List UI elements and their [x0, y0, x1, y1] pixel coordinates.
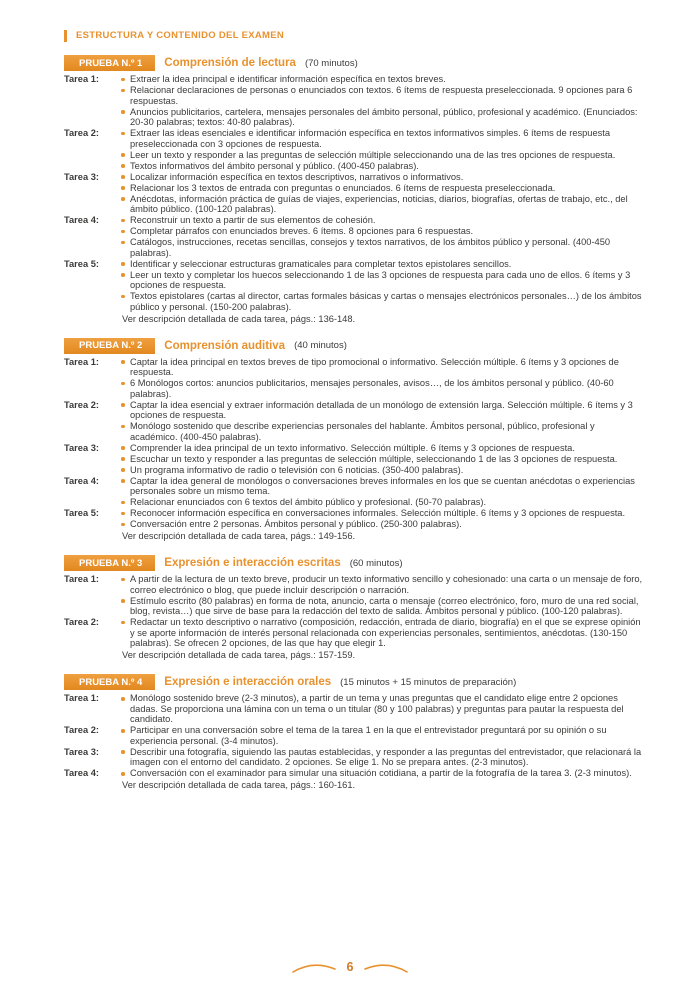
prueba-duration: (40 minutos)	[294, 340, 347, 352]
tarea-label: Tarea 3:	[64, 442, 99, 453]
tarea-bullet-item: Monólogo sostenido que describe experiencias personales del hablante. Ámbitos personal, público, profesional y académico. (400-450 palabras).	[119, 421, 644, 442]
tarea-bullet-list	[119, 74, 644, 128]
tarea-bullet-list	[119, 617, 644, 649]
tarea-label: Tarea 2:	[64, 725, 99, 736]
tarea-bullet-item: Relacionar enunciados con 6 textos del ámbito público y profesional. (50-70 palabras).	[119, 497, 644, 508]
tarea-row	[64, 74, 644, 128]
section-footnote: Ver descripción detallada de cada tarea, págs.: 149-156.	[122, 531, 356, 542]
prueba-title: Expresión e interacción escritas	[164, 557, 341, 570]
tarea-row	[64, 128, 644, 172]
tarea-bullet-list	[119, 128, 644, 172]
tarea-bullet-list	[119, 725, 644, 747]
tarea-label: Tarea 1:	[64, 574, 99, 585]
tarea-row	[64, 508, 644, 530]
tarea-bullet-list	[119, 508, 644, 530]
tarea-row	[64, 574, 644, 617]
tarea-bullet-item: Textos informativos del ámbito personal y público. (400-450 palabras).	[119, 161, 644, 172]
section-footnote: Ver descripción detallada de cada tarea, págs.: 160-161.	[122, 780, 356, 791]
prueba-badge: PRUEBA N.º 3	[64, 555, 155, 571]
tarea-row	[64, 476, 644, 509]
tarea-bullet-item: Relacionar declaraciones de personas o enunciados con textos. 6 ítems de respuesta preseleccionada. 9 opciones para 6 respuestas.	[119, 85, 644, 106]
page-number: 6	[346, 960, 354, 974]
tarea-bullet-item: Conversación entre 2 personas. Ámbitos personal y público. (250-300 palabras).	[119, 519, 644, 530]
prueba-section	[64, 555, 644, 661]
tarea-bullet-item: Monólogo sostenido breve (2-3 minutos), a partir de un tema y unas preguntas que el candidato elige entre 2 opciones dadas. Se proporciona una lámina con un tema o un titular (80 y 100 palabras) y preguntas para pautar la respuesta del candidato.	[119, 693, 644, 725]
tarea-label: Tarea 2:	[64, 128, 99, 138]
tarea-bullet-item: Anuncios publicitarios, cartelera, mensajes personales del ámbito personal, público, profesional y académico. (Enunciados: 20-30 palabras; textos: 40-80 palabras).	[119, 107, 644, 128]
tarea-bullet-item: Extraer las ideas esenciales e identificar información específica en textos informativos simples. 6 ítems de respuesta preseleccionada con 3 opciones de respuesta.	[119, 128, 644, 149]
tarea-bullet-list	[119, 443, 644, 476]
tarea-label: Tarea 2:	[64, 617, 99, 628]
tarea-bullet-item: Extraer la idea principal e identificar información específica en textos breves.	[119, 74, 644, 85]
tarea-label: Tarea 4:	[64, 768, 99, 779]
tarea-bullet-item: Comprender la idea principal de un texto informativo. Selección múltiple. 6 ítems y 3 opciones de respuesta.	[119, 443, 644, 454]
page-header-title: ESTRUCTURA Y CONTENIDO DEL EXAMEN	[64, 30, 644, 42]
tarea-bullet-item: Reconocer información específica en conversaciones informales. Selección múltiple. 6 ítems y 3 opciones de respuesta.	[119, 508, 644, 519]
tarea-row	[64, 215, 644, 259]
tarea-bullet-list	[119, 693, 644, 725]
tarea-row	[64, 747, 644, 769]
tarea-label: Tarea 3:	[64, 746, 99, 757]
prueba-title: Comprensión auditiva	[164, 339, 286, 352]
tarea-bullet-item: Relacionar los 3 textos de entrada con preguntas o enunciados. 6 ítems de respuesta preseleccionada.	[119, 183, 644, 194]
tarea-bullet-item: Leer un texto y completar los huecos seleccionando 1 de las 3 opciones de respuesta para cada uno de ellos. 6 ítems y 3 opciones de respuesta.	[119, 270, 644, 291]
tarea-bullet-list	[119, 215, 644, 259]
tarea-label: Tarea 5:	[64, 508, 99, 519]
tarea-bullet-item: Anécdotas, información práctica de guías de viajes, experiencias, noticias, diarios, biografías, ofertas de trabajo, etc., del ámbito público. (100-120 palabras).	[119, 194, 644, 215]
tarea-bullet-item: Redactar un texto descriptivo o narrativo (composición, redacción, entrada de diario, biografía) en el que se exprese opinión y se aporte información de interés personal relacionada con experiencias personales, sentimientos, anécdotas. (130-150 palabras). Se ofrecen 2 opciones, de las que hay que elegir 1.	[119, 617, 644, 649]
tarea-row	[64, 768, 644, 779]
tarea-bullet-list	[119, 259, 644, 313]
tarea-row	[64, 357, 644, 400]
tarea-bullet-list	[119, 574, 644, 617]
tarea-label: Tarea 1:	[64, 356, 99, 367]
prueba-section-header	[64, 55, 644, 71]
prueba-badge: PRUEBA N.º 1	[64, 55, 155, 71]
tarea-bullet-item: Identificar y seleccionar estructuras gramaticales para completar textos epistolares sencillos.	[119, 259, 644, 270]
prueba-title: Comprensión de lectura	[164, 57, 296, 69]
tarea-bullet-item: Captar la idea principal en textos breves de tipo promocional o informativo. Selección múltiple. 6 ítems y 3 opciones de respuesta.	[119, 357, 644, 378]
prueba-badge: PRUEBA N.º 2	[64, 338, 155, 354]
tarea-bullet-item: Textos epistolares (cartas al director, cartas formales básicas y cartas o mensajes electrónicos personales…) de los ámbitos público y personal. (150-200 palabras).	[119, 291, 644, 312]
tarea-row	[64, 617, 644, 649]
prueba-section-header	[64, 338, 644, 354]
tarea-bullet-item: Leer un texto y responder a las preguntas de selección múltiple seleccionando una de las tres opciones de respuesta.	[119, 150, 644, 161]
prueba-section	[64, 674, 644, 791]
tarea-bullet-item: Describir una fotografía, siguiendo las pautas establecidas, y responder a las preguntas del entrevistador, que relacionará la imagen con el entorno del candidato. 2 opciones. Se elige 1. No se prepara antes. (2-3 minutos).	[119, 747, 644, 768]
tarea-bullet-item: Reconstruir un texto a partir de sus elementos de cohesión.	[119, 215, 644, 226]
tarea-bullet-list	[119, 400, 644, 443]
prueba-duration: (60 minutos)	[349, 557, 403, 569]
tarea-bullet-item: Participar en una conversación sobre el tema de la tarea 1 en la que el entrevistador preguntará por su opinión o su experiencia personal. (3-4 minutos).	[119, 725, 644, 746]
tarea-bullet-item: Conversación con el examinador para simular una situación cotidiana, a partir de la fotografía de la tarea 3. (2-3 minutos).	[119, 768, 644, 779]
tarea-bullet-item: Captar la idea general de monólogos o conversaciones breves informales en los que se cuentan anécdotas o experiencias personales sobre un mismo tema.	[119, 476, 644, 497]
sections-container	[64, 55, 644, 792]
tarea-label: Tarea 3:	[64, 171, 99, 182]
footer-right-ornament	[363, 960, 409, 974]
tarea-bullet-item: Un programa informativo de radio o televisión con 6 noticias. (350-400 palabras).	[119, 465, 644, 476]
tarea-bullet-item: Catálogos, instrucciones, recetas sencillas, consejos y textos narrativos, de los ámbitos público y personal. (400-450 palabras).	[119, 237, 644, 258]
page-footer	[0, 960, 700, 974]
tarea-bullet-item: Localizar información específica en textos descriptivos, narrativos o informativos.	[119, 172, 644, 183]
prueba-section-header	[64, 674, 644, 690]
tarea-bullet-list	[119, 747, 644, 769]
section-footnote: Ver descripción detallada de cada tarea, págs.: 136-148.	[122, 313, 356, 324]
footer-left-ornament	[291, 960, 337, 974]
tarea-row	[64, 693, 644, 725]
tarea-label: Tarea 5:	[64, 258, 99, 269]
section-footnote: Ver descripción detallada de cada tarea, págs.: 157-159.	[122, 650, 356, 661]
tarea-bullet-item: A partir de la lectura de un texto breve, producir un texto informativo sencillo y cohesionado: una carta o un mensaje de foro, correo electrónico o blog, que puede incluir descripción o narración.	[119, 574, 644, 595]
tarea-row	[64, 259, 644, 313]
tarea-bullet-item: Escuchar un texto y responder a las preguntas de selección múltiple, seleccionando 1 de las 3 opciones de respuesta.	[119, 454, 644, 465]
tarea-bullet-list	[119, 172, 644, 216]
tarea-bullet-item: Completar párrafos con enunciados breves. 6 ítems. 8 opciones para 6 respuestas.	[119, 226, 644, 237]
prueba-badge: PRUEBA N.º 4	[64, 674, 155, 690]
tarea-bullet-item: Estímulo escrito (80 palabras) en forma de nota, anuncio, carta o mensaje (correo electrónico, foro, muro de una red social, blog, revista…) que sirve de base para la redacción del texto de salida. Ámbitos personal y público. (100-120 palabras).	[119, 596, 644, 617]
tarea-row	[64, 400, 644, 443]
tarea-row	[64, 725, 644, 747]
tarea-label: Tarea 1:	[64, 693, 99, 704]
tarea-bullet-item: 6 Monólogos cortos: anuncios publicitarios, mensajes personales, avisos…, de los ámbitos personal y público. (40-60 palabras).	[119, 378, 644, 399]
tarea-label: Tarea 4:	[64, 215, 99, 225]
tarea-bullet-list	[119, 357, 644, 400]
tarea-bullet-item: Captar la idea esencial y extraer información detallada de un monólogo de extensión larga. Selección múltiple. 6 ítems y 3 opciones de respuesta.	[119, 400, 644, 421]
tarea-row	[64, 172, 644, 216]
prueba-section	[64, 55, 644, 325]
tarea-label: Tarea 2:	[64, 399, 99, 410]
prueba-section-header	[64, 555, 644, 571]
tarea-row	[64, 443, 644, 476]
tarea-label: Tarea 4:	[64, 475, 99, 486]
prueba-duration: (70 minutos)	[304, 57, 358, 69]
prueba-title: Expresión e interacción orales	[164, 676, 332, 689]
tarea-label: Tarea 1:	[64, 74, 99, 84]
tarea-bullet-list	[119, 768, 644, 779]
tarea-bullet-list	[119, 476, 644, 509]
prueba-duration: (15 minutos + 15 minutos de preparación)	[340, 676, 517, 688]
prueba-section	[64, 338, 644, 543]
